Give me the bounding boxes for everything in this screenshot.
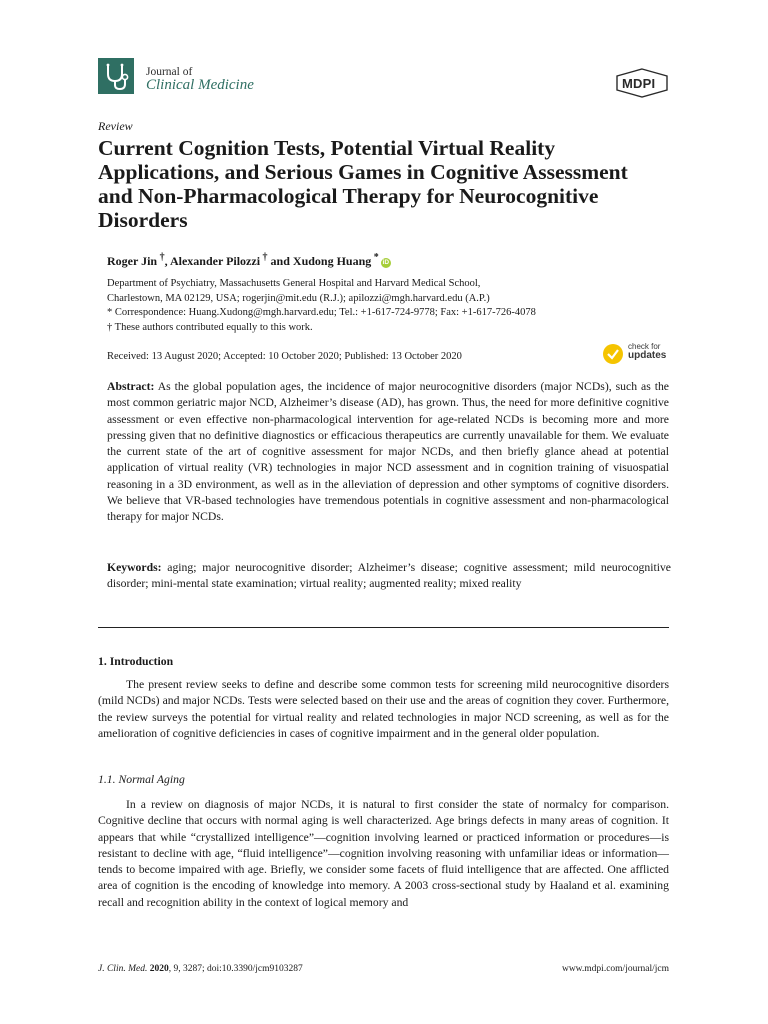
section-divider (98, 627, 669, 628)
correspondence-line: * Correspondence: Huang.Xudong@mgh.harvard.edu; Tel.: +1-617-724-9778; Fax: +1-617-726-4078 (107, 307, 536, 318)
journal-abbrev: J. Clin. Med. (98, 964, 148, 974)
publication-dates: Received: 13 August 2020; Accepted: 10 October 2020; Published: 13 October 2020 (107, 351, 462, 362)
journal-name-line1: Journal of (146, 66, 193, 78)
check-updates-text (628, 343, 666, 361)
equal-contribution-mark: † (260, 252, 268, 263)
citation-footer (98, 964, 303, 974)
affiliation-line: Department of Psychiatry, Massachusetts General Hospital and Harvard Medical School, (107, 278, 481, 289)
keywords (107, 560, 671, 593)
abstract-text: As the global population ages, the incidence of major neurocognitive disorders (major NCDs), such as the most common geriatric major NCD, Alzheimer’s disease (AD), has grown. Thus, the need for more definitive cognitive assessment or even effective non-pharmacological intervention for age-related NCDs is becoming more and more pressing given that no definitive diagnostics or efficacious therapeutics are currently unavailable for them. We evaluate the current state of the art of cognitive assessment for major NCDs, and then briefly glance ahead at potential application of virtual reality (VR) technologies in major NCD assessment and in cognition training of visuospatial reasoning in a 3D environment, as well as in the alleviation of depression and other symptoms of cognitive disorders. We believe that VR-based technologies have tremendous potentials in cognitive assessment and non-pharmacological therapy for major NCDs. (107, 380, 669, 524)
orcid-icon[interactable]: iD (382, 259, 390, 266)
paragraph-text: In a review on diagnosis of major NCDs, it is natural to first consider the state of normalcy for comparison. Cognitive decline that occurs with normal aging is well characterized. Age brings defects in many areas of cognition. It appears that while “crystallized intelligence”—cognition involving learned or practiced information or procedures—is resistant to decline with age, “fluid intelligence”—cognition involving reasoning with unfamiliar ideas or information—tends to become impaired with age. Briefly, we consider some facets of fluid intelligence that are affected. One afflicted area of cognition is the encoding of knowledge into memory. A 2003 cross-sectional study by Haaland et al. examining recall and recognition ability in the context of logical memory and (98, 798, 669, 909)
section-heading: 1. Introduction (98, 655, 174, 668)
subsection-heading: 1.1. Normal Aging (98, 773, 185, 786)
check-updates-line2: updates (628, 350, 667, 361)
author-separator: , (164, 254, 170, 268)
check-updates-icon (602, 343, 624, 365)
journal-url-link[interactable]: www.mdpi.com/journal/jcm (561, 964, 669, 974)
journal-header (98, 58, 670, 100)
check-updates-line1: check for (628, 342, 661, 351)
keywords-text: aging; major neurocognitive disorder; Alzheimer’s disease; cognitive assessment; mild neurocognitive disorder; mini-mental state examination; virtual reality; augmented reality; mixed reality (107, 561, 671, 591)
abstract (107, 379, 669, 525)
equal-contribution-note: † These authors contributed equally to this work. (107, 322, 313, 333)
citation-year: 2020 (147, 964, 169, 974)
normal-aging-paragraph (98, 797, 669, 911)
journal-name (146, 66, 254, 94)
author-separator: and (267, 254, 293, 268)
article-title: Current Cognition Tests, Potential Virtual Reality Applications, and Serious Games in Cognitive Assessment and Non-Pharmacological Therapy for Neurocognitive Disorders (98, 136, 628, 233)
author-name[interactable]: Xudong Huang (292, 254, 372, 268)
mdpi-logo (614, 68, 670, 98)
abstract-label: Abstract: (107, 380, 155, 393)
keywords-label: Keywords: (107, 561, 162, 574)
author-list (107, 252, 391, 269)
journal-name-line2: Clinical Medicine (146, 77, 254, 94)
author-name[interactable]: Roger Jin (107, 254, 158, 268)
stethoscope-icon (98, 58, 134, 94)
introduction-paragraph (98, 677, 669, 742)
equal-contribution-mark: † (157, 252, 165, 263)
check-for-updates-badge[interactable] (602, 341, 674, 369)
citation-rest: , 9, 3287; doi:10.3390/jcm9103287 (168, 964, 303, 974)
affiliation-line: Charlestown, MA 02129, USA; rogerjin@mit.edu (R.J.); apilozzi@mgh.harvard.edu (A.P.) (107, 293, 490, 304)
author-name[interactable]: Alexander Pilozzi (169, 254, 261, 268)
paragraph-text: The present review seeks to define and describe some common tests for screening mild neurocognitive disorders (mild NCDs) and major NCDs. Tests were selected based on their use and the areas of cognition they cover. Furthermore, the review surveys the potential for virtual reality and related technologies in major NCD screening, as well as for the amelioration of cognitive deficiencies in cases of cognitive impairment and in the general older population. (98, 678, 669, 740)
corresponding-mark: * (371, 252, 379, 263)
mdpi-logo-text: MDPI (622, 76, 656, 91)
article-type: Review (98, 119, 133, 133)
